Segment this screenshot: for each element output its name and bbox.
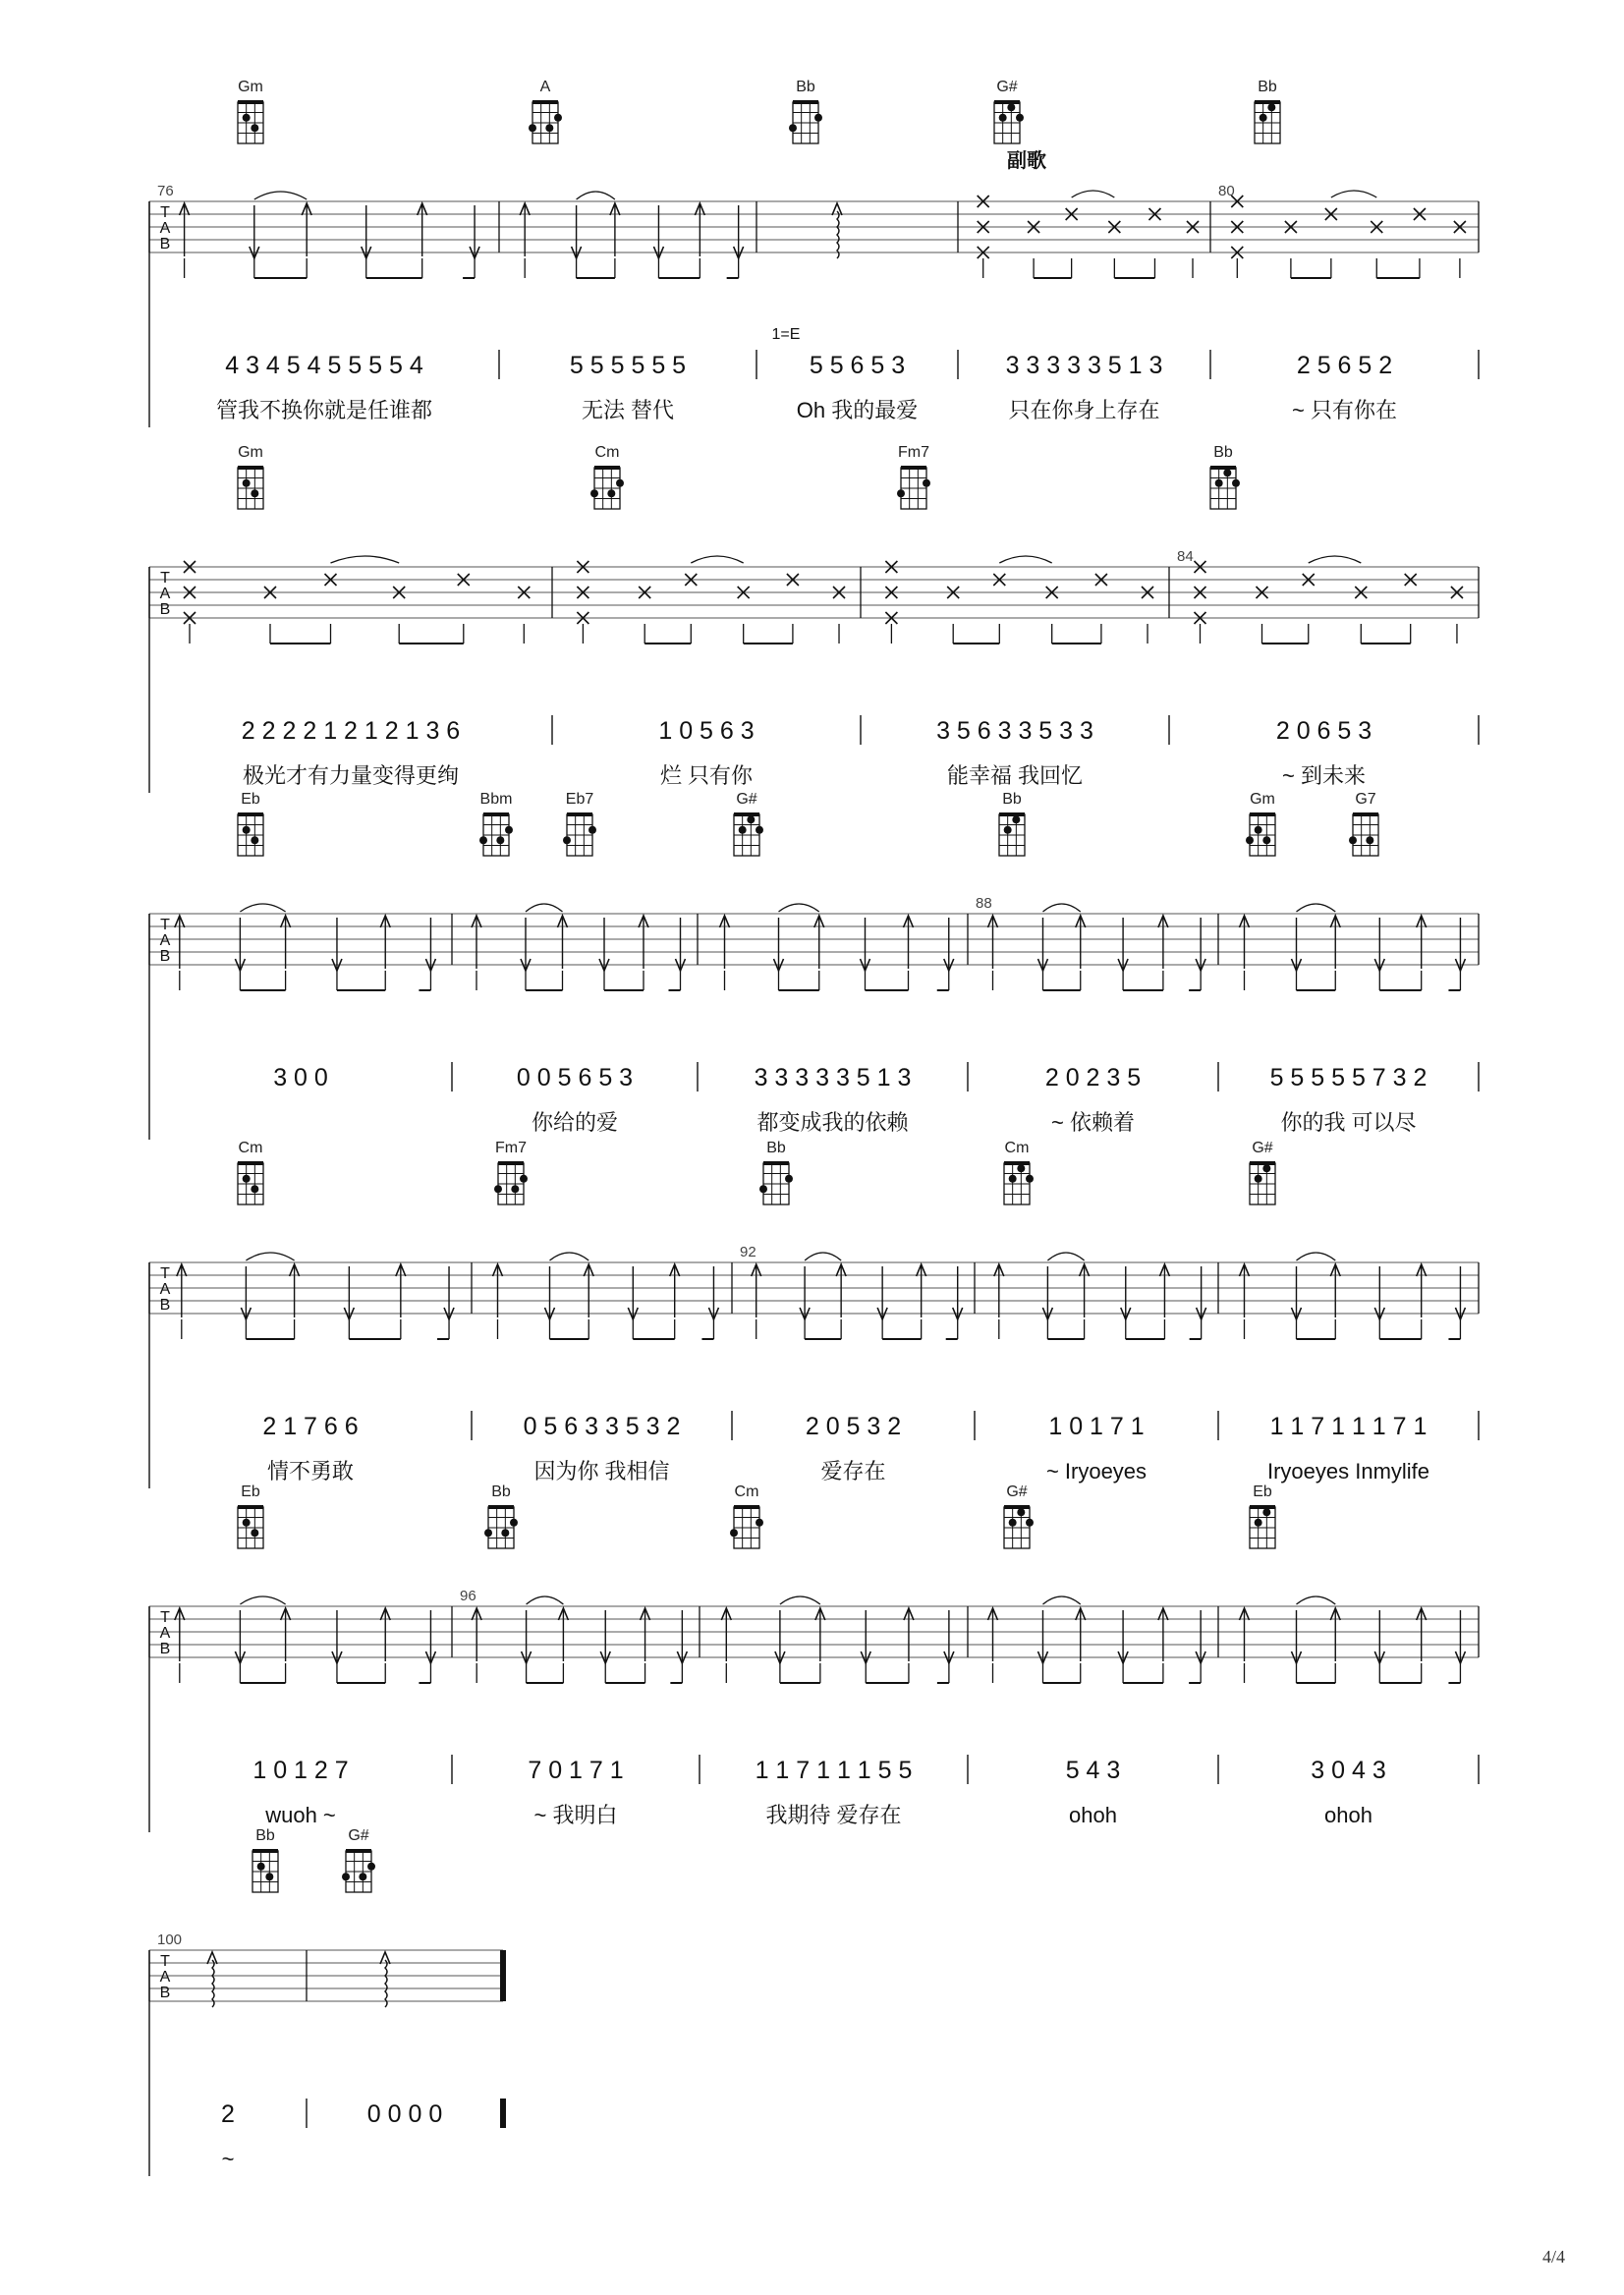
lyric-line: 能幸福 我回忆 <box>946 763 1084 788</box>
chord-name: G# <box>996 79 1018 95</box>
tab-clef-letter: B <box>159 236 171 252</box>
chord-diagram <box>484 1507 518 1548</box>
chord-name: Gm <box>238 444 263 461</box>
chord-diagram <box>1250 1507 1275 1548</box>
measure-number: 100 <box>157 1931 183 1948</box>
chord-diagram <box>1004 1163 1034 1204</box>
chord-name: Bb <box>1258 79 1277 95</box>
chord-diagram <box>897 468 930 509</box>
measure-number: 84 <box>1177 548 1194 565</box>
chord-name: Bb <box>796 79 815 95</box>
tie-arc <box>240 904 285 912</box>
tab-clef-letter: T <box>160 570 170 587</box>
key-signature: 1=E <box>771 326 801 343</box>
tie-arc <box>254 192 307 199</box>
tab-clef-letter: T <box>160 1609 170 1626</box>
tab-clef-letter: B <box>159 601 171 618</box>
tab-clef-letter: B <box>159 948 171 965</box>
chord-diagram <box>1250 1163 1275 1204</box>
tab-clef-letter: B <box>159 1641 171 1657</box>
chord-name: Eb <box>1253 1483 1272 1500</box>
chord-diagram <box>590 468 624 509</box>
tab-clef-letter: B <box>159 1985 171 2001</box>
numbered-notation: 1 0 1 7 1 <box>1048 1413 1145 1440</box>
chord-diagram <box>342 1851 375 1892</box>
tie-arc <box>691 556 743 563</box>
tie-arc <box>1047 1253 1084 1260</box>
numbered-notation: 2 5 6 5 2 <box>1296 352 1393 379</box>
strum-up-arrow <box>207 1952 217 1964</box>
measure-number: 92 <box>740 1244 756 1260</box>
tie-arc <box>331 556 400 563</box>
numbered-notation: 3 0 4 3 <box>1311 1757 1386 1784</box>
lyric-line: 你给的爱 <box>531 1110 619 1135</box>
system-1 <box>149 79 1479 427</box>
arpeggio-roll <box>385 1960 387 2007</box>
chord-name: Cm <box>1004 1140 1030 1156</box>
tie-arc <box>1297 1253 1336 1260</box>
chord-name: Fm7 <box>898 444 929 461</box>
tie-arc <box>780 1596 820 1604</box>
tie-arc <box>577 192 615 199</box>
numbered-notation: 7 0 1 7 1 <box>528 1757 624 1784</box>
lyric-line: 爱存在 <box>820 1459 886 1483</box>
chord-diagram <box>238 1163 263 1204</box>
chord-name: Bb <box>766 1140 786 1156</box>
chord-diagram <box>238 102 263 143</box>
tab-clef-letter: B <box>159 1297 171 1314</box>
tie-arc <box>527 1596 564 1604</box>
lyric-line: ~ Iryoeyes <box>1045 1459 1148 1483</box>
lyric-line: ~ 我明白 <box>533 1803 618 1827</box>
numbered-notation: 3 5 6 3 3 5 3 3 <box>936 717 1093 745</box>
lyric-line: Iryoeyes Inmylife <box>1266 1459 1430 1483</box>
tie-arc <box>779 904 819 912</box>
numbered-notation: 1 1 7 1 1 1 7 1 <box>1269 1413 1428 1440</box>
chord-diagram <box>734 814 763 856</box>
chord-diagram <box>1349 814 1378 856</box>
system-4 <box>149 1140 1479 1488</box>
lyric-line: 你的我 可以尽 <box>1280 1110 1417 1135</box>
chord-name: Gm <box>1250 791 1275 808</box>
chord-name: Eb <box>241 1483 260 1500</box>
chord-diagram <box>999 814 1025 856</box>
lyric-line: Oh 我的最爱 <box>796 398 919 422</box>
numbered-notation: 0 0 5 6 5 3 <box>516 1064 634 1092</box>
lyric-line: ~ 只有你在 <box>1292 398 1397 422</box>
numbered-notation: 3 0 0 <box>273 1064 328 1092</box>
chord-name: A <box>539 79 551 95</box>
measure-number: 96 <box>460 1588 476 1604</box>
lyric-line: 极光才有力量变得更绚 <box>242 763 460 788</box>
chord-name: Eb7 <box>565 791 594 808</box>
tie-arc <box>1043 904 1081 912</box>
numbered-notation: 1 0 5 6 3 <box>658 717 755 745</box>
tie-arc <box>1331 191 1376 197</box>
numbered-notation: 2 <box>221 2100 235 2128</box>
tie-arc <box>1043 1596 1081 1604</box>
numbered-notation: 5 5 5 5 5 7 3 2 <box>1269 1064 1428 1092</box>
tie-arc <box>550 1253 589 1260</box>
numbered-notation: 2 1 7 6 6 <box>262 1413 359 1440</box>
chord-name: G# <box>1252 1140 1273 1156</box>
tab-clef-letter: T <box>160 1953 170 1970</box>
chord-name: Cm <box>594 444 620 461</box>
chord-diagram <box>994 102 1024 143</box>
chord-name: Cm <box>734 1483 759 1500</box>
lyric-line: 我期待 爱存在 <box>765 1803 902 1827</box>
chord-name: Cm <box>238 1140 263 1156</box>
tab-clef-letter: T <box>160 917 170 933</box>
tie-arc <box>526 904 563 912</box>
numbered-notation: 1 0 1 2 7 <box>252 1757 349 1784</box>
numbered-notation: 1 1 7 1 1 1 5 5 <box>755 1757 913 1784</box>
arpeggio-roll <box>837 211 839 258</box>
lyric-line: wuoh ~ <box>265 1803 336 1827</box>
numbered-notation: 5 4 3 <box>1065 1757 1121 1784</box>
chord-diagram <box>479 814 513 856</box>
tie-arc <box>240 1596 285 1604</box>
tie-arc <box>999 556 1051 563</box>
arpeggio-roll <box>212 1960 214 2007</box>
chord-name: G# <box>736 791 757 808</box>
chord-diagram <box>252 1851 278 1892</box>
chord-name: G7 <box>1355 791 1376 808</box>
numbered-notation: 5 5 6 5 3 <box>809 352 906 379</box>
tab-clef-letter: A <box>159 220 171 237</box>
chord-name: G# <box>348 1827 369 1844</box>
tab-clef-letter: T <box>160 1265 170 1282</box>
numbered-notation: 2 0 5 3 2 <box>805 1413 902 1440</box>
tab-clef-letter: A <box>159 586 171 602</box>
tab-clef-letter: T <box>160 204 170 221</box>
numbered-notation: 3 3 3 3 3 5 1 3 <box>1005 352 1163 379</box>
strum-up-arrow <box>380 1952 390 1964</box>
numbered-notation: 5 5 5 5 5 5 <box>569 352 687 379</box>
tie-arc <box>1309 556 1362 563</box>
lyric-line: ohoh <box>1069 1803 1117 1827</box>
system-2 <box>149 444 1479 793</box>
strum-up-arrow <box>832 203 842 215</box>
numbered-notation: 0 0 0 0 <box>366 2100 443 2128</box>
chord-name: Bb <box>1213 444 1233 461</box>
measure-number: 88 <box>976 895 992 912</box>
numbered-notation: 4 3 4 5 4 5 5 5 5 4 <box>225 352 423 379</box>
chord-diagram <box>1004 1507 1034 1548</box>
numbered-notation: 2 0 6 5 3 <box>1275 717 1372 745</box>
chord-name: G# <box>1006 1483 1028 1500</box>
tie-arc <box>1297 904 1336 912</box>
chord-name: Bb <box>491 1483 511 1500</box>
chord-diagram <box>1255 102 1280 143</box>
lyric-line: ~ <box>221 2147 235 2171</box>
chord-diagram <box>730 1507 763 1548</box>
chord-name: Gm <box>238 79 263 95</box>
chord-diagram <box>238 468 263 509</box>
tab-clef-letter: A <box>159 1625 171 1642</box>
chord-diagram <box>759 1163 793 1204</box>
numbered-notation: 3 3 3 3 3 5 1 3 <box>754 1064 912 1092</box>
lyric-line: ~ 依赖着 <box>1051 1110 1135 1135</box>
system-5 <box>149 1483 1479 1832</box>
chord-diagram <box>238 1507 263 1548</box>
section-label: 副歌 <box>1007 150 1046 172</box>
chord-name: Fm7 <box>495 1140 527 1156</box>
chord-name: Bb <box>255 1827 275 1844</box>
lyric-line: 因为你 我相信 <box>533 1459 670 1483</box>
chord-diagram <box>529 102 562 143</box>
tie-arc <box>1072 191 1115 197</box>
lyric-line: ~ 到未来 <box>1282 763 1366 788</box>
chord-name: Bb <box>1002 791 1022 808</box>
tab-clef-letter: A <box>159 1969 171 1986</box>
tie-arc <box>246 1253 294 1260</box>
tab-clef-letter: A <box>159 1281 171 1298</box>
chord-diagram <box>1210 468 1240 509</box>
measure-number: 76 <box>157 183 174 199</box>
lyric-line: 烂 只有你 <box>659 763 754 788</box>
numbered-notation: 2 2 2 2 1 2 1 2 1 3 6 <box>241 717 461 745</box>
chord-diagram <box>789 102 822 143</box>
system-6 <box>149 1827 503 2176</box>
numbered-notation: 2 0 2 3 5 <box>1044 1064 1142 1092</box>
chord-name: Eb <box>241 791 260 808</box>
chord-diagram <box>238 814 263 856</box>
page-number: 4/4 <box>1541 2247 1565 2267</box>
lyric-line: ohoh <box>1324 1803 1372 1827</box>
lyric-line: 无法 替代 <box>581 398 675 422</box>
lyric-line: 都变成我的依赖 <box>756 1110 909 1135</box>
tab-clef-letter: A <box>159 932 171 949</box>
measure-number: 80 <box>1218 183 1235 199</box>
chord-diagram <box>563 814 596 856</box>
system-3 <box>149 791 1479 1140</box>
chord-diagram <box>494 1163 528 1204</box>
chord-diagram <box>1246 814 1275 856</box>
chord-name: Bbm <box>479 791 513 808</box>
tie-arc <box>1297 1596 1336 1604</box>
tie-arc <box>805 1253 841 1260</box>
lyric-line: 只在你身上存在 <box>1008 398 1160 422</box>
lyric-line: 情不勇敢 <box>266 1459 355 1483</box>
lyric-line: 管我不换你就是任谁都 <box>215 398 433 422</box>
numbered-notation: 0 5 6 3 3 5 3 2 <box>523 1413 681 1440</box>
